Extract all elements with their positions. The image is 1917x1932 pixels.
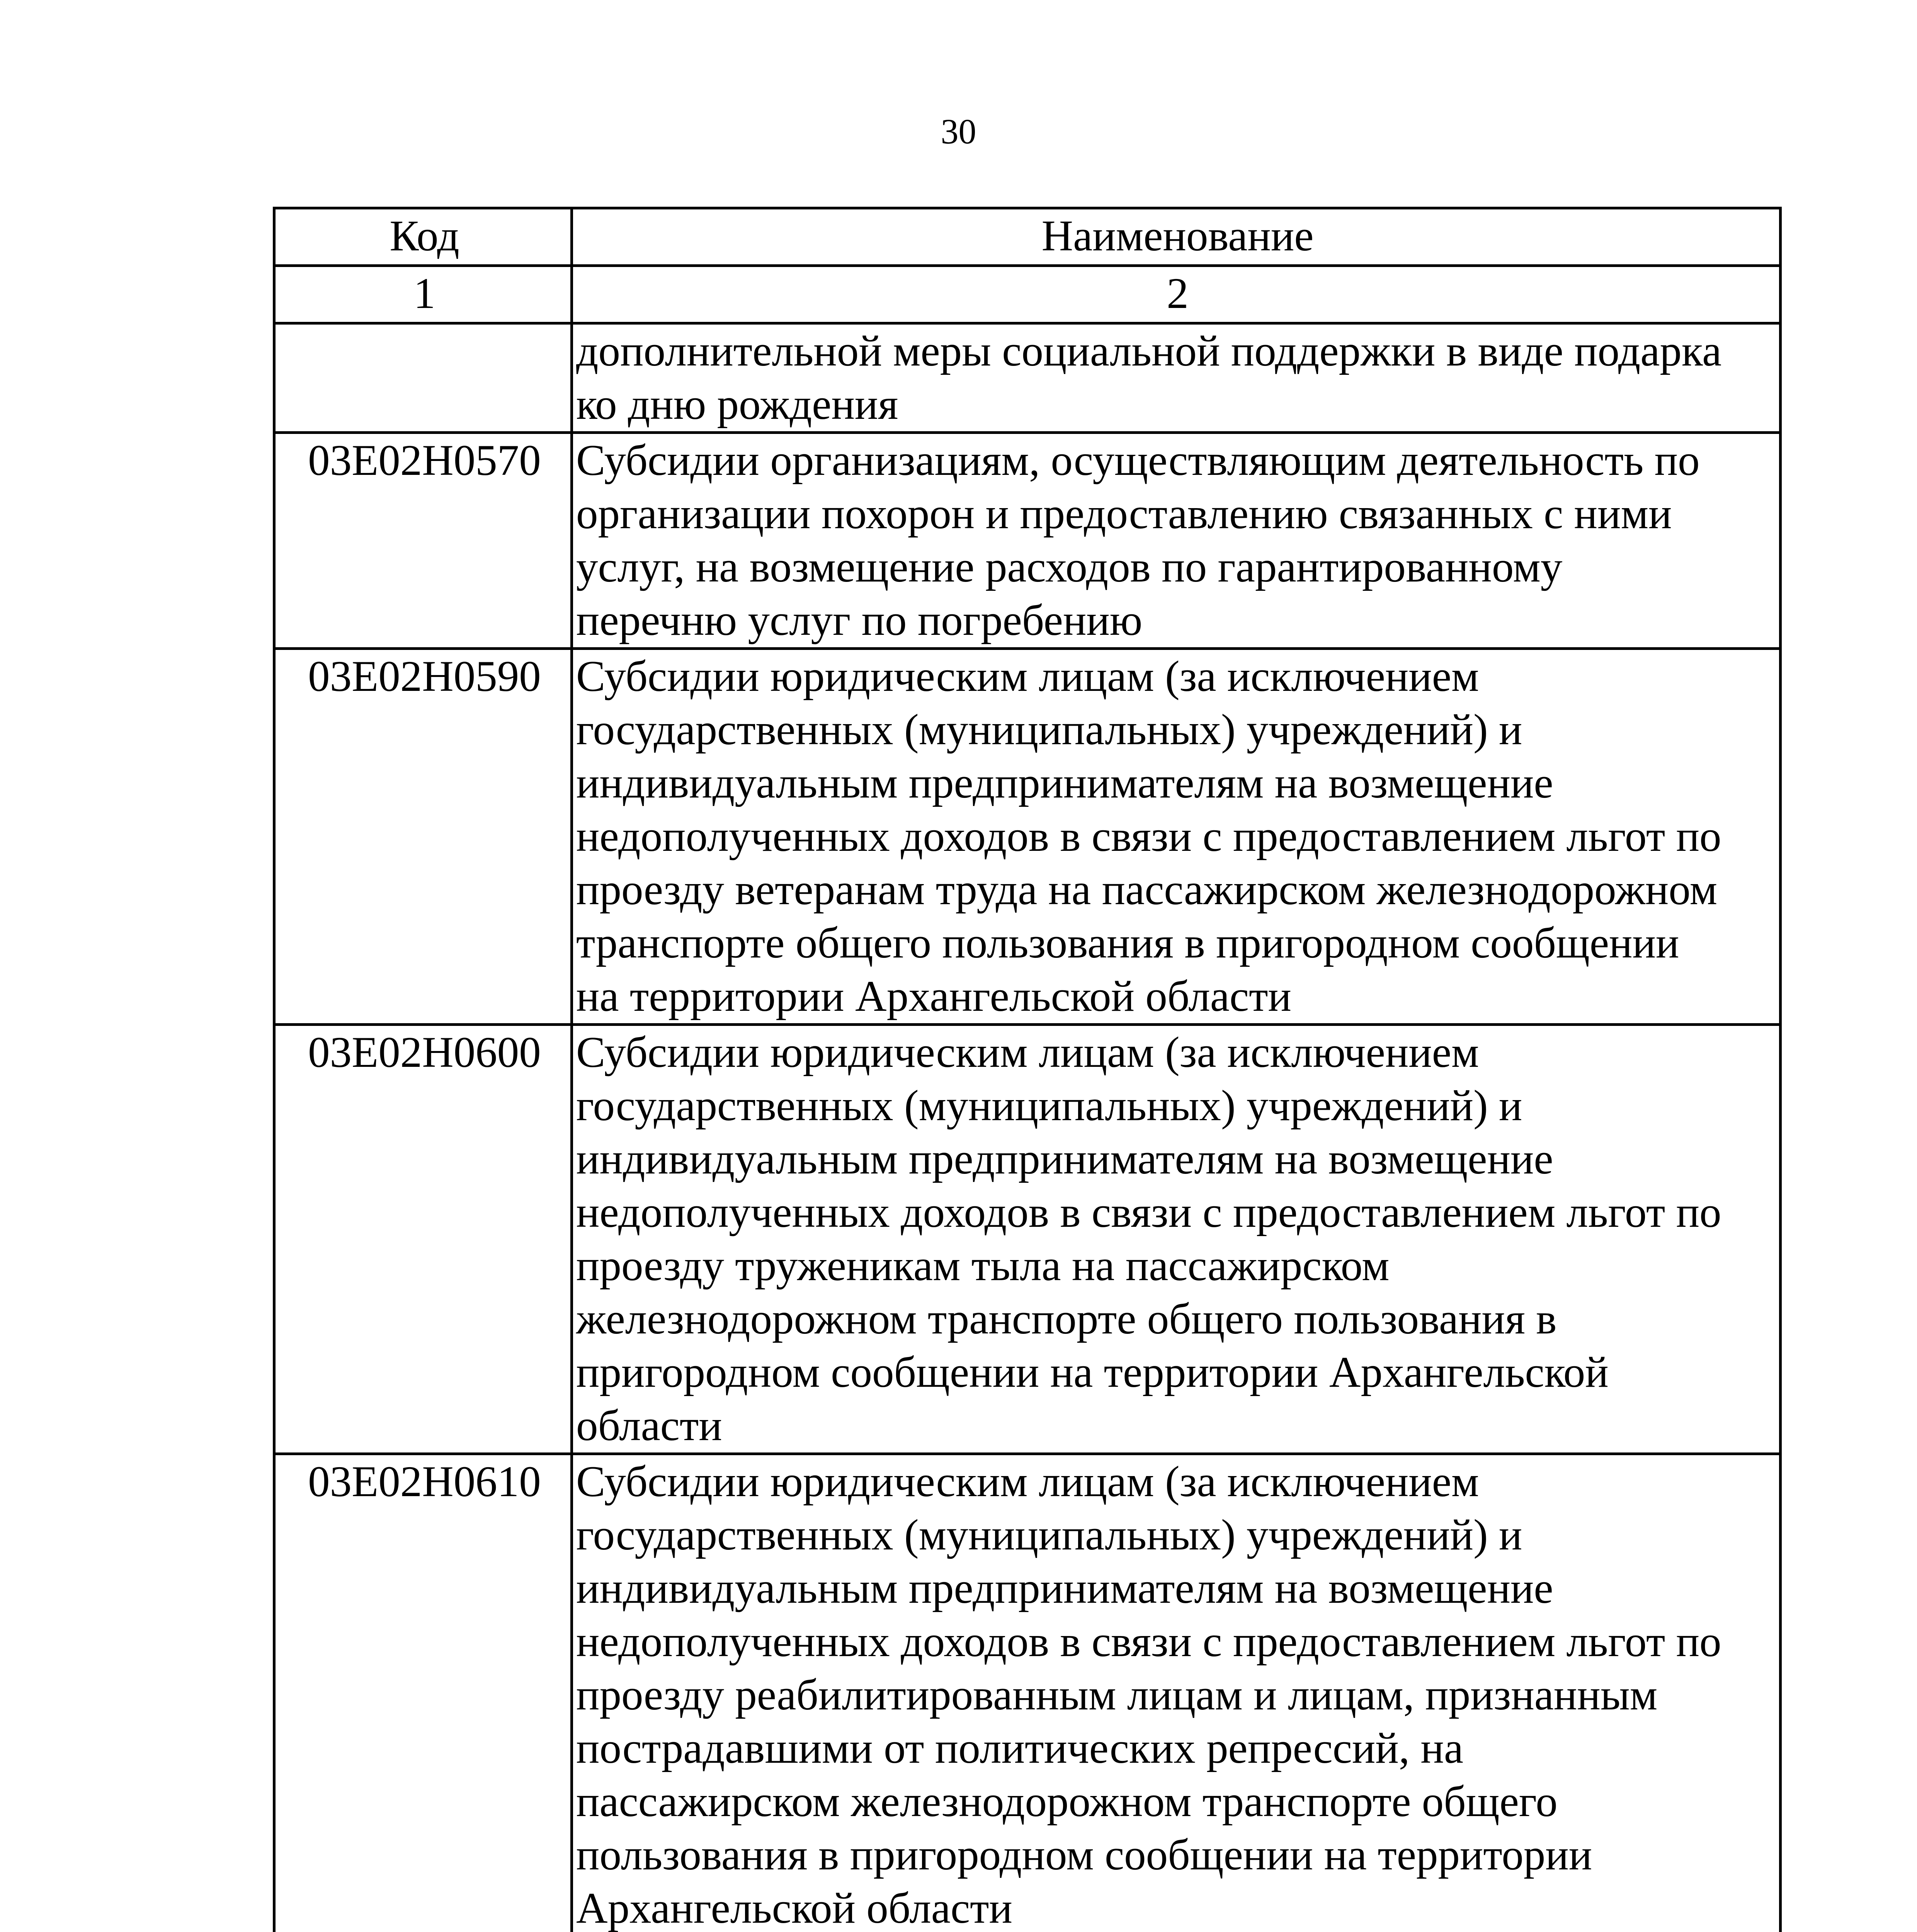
row-name-line: недополученных доходов в связи с предоставлением льгот по: [576, 1188, 1721, 1236]
row-name-line: железнодорожном транспорте общего пользования в: [576, 1295, 1557, 1343]
row-name-line: перечню услуг по погребению: [576, 596, 1143, 645]
table-row: [274, 1025, 1781, 1454]
row-name-line: транспорте общего пользования в пригородном сообщении: [576, 919, 1679, 967]
row-name-line: пользования в пригородном сообщении на территории: [576, 1831, 1592, 1879]
row-name-line: пострадавшими от политических репрессий, на: [576, 1724, 1463, 1772]
row-name-line: государственных (муниципальных) учреждений) и: [576, 1082, 1522, 1130]
row-name: [572, 1025, 1781, 1454]
budget-code-table: [273, 207, 1782, 1932]
row-name-line: индивидуальным предпринимателям на возмещение: [576, 759, 1553, 807]
row-name-line: Субсидии организациям, осуществляющим деятельность по: [576, 436, 1700, 485]
row-name: [572, 1454, 1781, 1932]
row-code: 03Е02Н0590: [274, 649, 572, 1025]
table-row: [274, 433, 1781, 649]
column-number-2: 2: [572, 266, 1781, 323]
header-code: Код: [274, 208, 572, 266]
row-name-line: Субсидии юридическим лицам (за исключением: [576, 1458, 1479, 1506]
row-name-line: услуг, на возмещение расходов по гарантированному: [576, 543, 1563, 591]
row-name-line: недополученных доходов в связи с предоставлением льгот по: [576, 812, 1721, 861]
row-name-line: Субсидии юридическим лицам (за исключением: [576, 652, 1479, 701]
row-name: [572, 649, 1781, 1025]
table-row: [274, 323, 1781, 433]
row-name-line: дополнительной меры социальной поддержки в виде подарка: [576, 327, 1722, 375]
row-name-line: недополученных доходов в связи с предоставлением льгот по: [576, 1617, 1721, 1666]
column-number-1: 1: [274, 266, 572, 323]
row-name-line: пассажирском железнодорожном транспорте общего: [576, 1777, 1558, 1826]
row-code: 03Е02Н0610: [274, 1454, 572, 1932]
row-code: [274, 323, 572, 433]
column-number-row: [274, 266, 1781, 323]
row-name-line: Архангельской области: [576, 1884, 1012, 1932]
table-head: [274, 208, 1781, 323]
row-name-line: на территории Архангельской области: [576, 972, 1291, 1020]
row-name-line: ко дню рождения: [576, 380, 898, 429]
row-code: 03Е02Н0600: [274, 1025, 572, 1454]
row-name-line: области: [576, 1401, 722, 1450]
row-name-line: государственных (муниципальных) учреждений) и: [576, 706, 1522, 754]
row-name-line: проезду труженикам тыла на пассажирском: [576, 1242, 1390, 1290]
table-body: [274, 323, 1781, 1932]
row-name-line: организации похорон и предоставлению связанных с ними: [576, 490, 1672, 538]
header-name: Наименование: [572, 208, 1781, 266]
row-name: [572, 323, 1781, 433]
row-name-line: индивидуальным предпринимателям на возмещение: [576, 1564, 1553, 1612]
page-number: 30: [941, 112, 976, 151]
table-row: [274, 1454, 1781, 1932]
table-row: [274, 649, 1781, 1025]
row-name-line: проезду реабилитированным лицам и лицам, признанным: [576, 1671, 1658, 1719]
row-code: 03Е02Н0570: [274, 433, 572, 649]
row-name: [572, 433, 1781, 649]
row-name-line: проезду ветеранам труда на пассажирском железнодорожном: [576, 866, 1718, 914]
row-name-line: пригородном сообщении на территории Архангельской: [576, 1348, 1609, 1396]
header-row: [274, 208, 1781, 266]
row-name-line: Субсидии юридическим лицам (за исключением: [576, 1028, 1479, 1077]
row-name-line: индивидуальным предпринимателям на возмещение: [576, 1135, 1553, 1183]
row-name-line: государственных (муниципальных) учреждений) и: [576, 1511, 1522, 1559]
